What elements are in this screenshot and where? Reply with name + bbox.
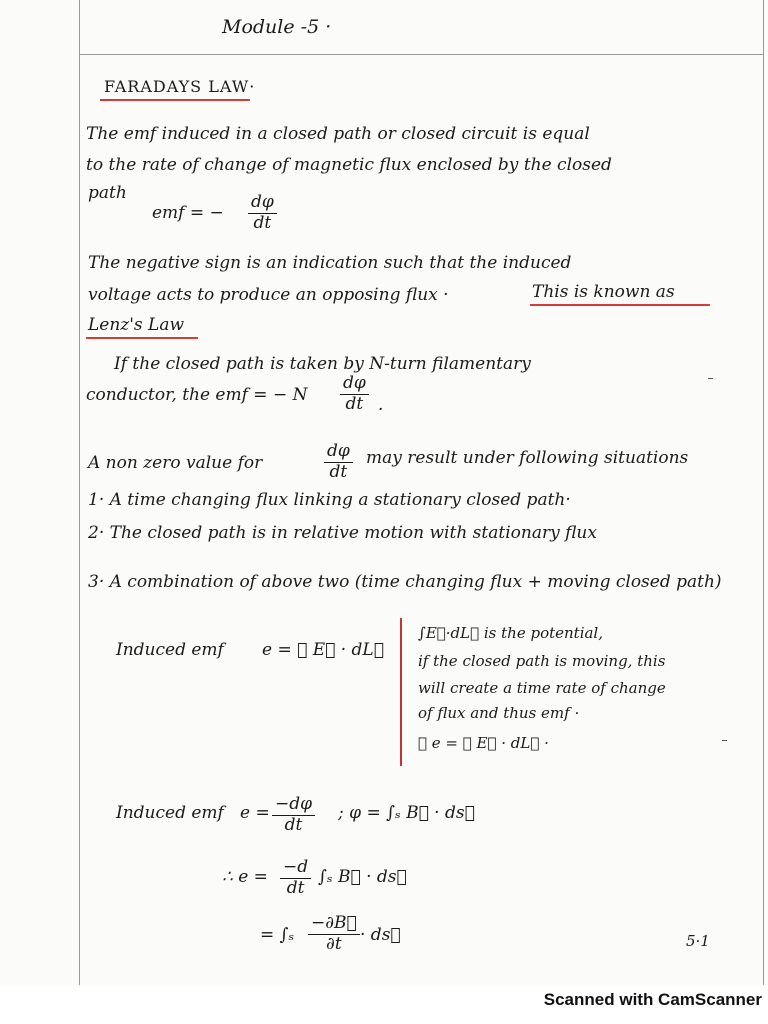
emf-lhs: e = xyxy=(240,803,270,823)
nturn-line-2: conductor, the emf = − N xyxy=(86,385,308,405)
fraction-numerator: −∂B⃗ xyxy=(308,914,360,935)
emf-formula-lhs: emf = − xyxy=(152,203,224,223)
fraction-numerator: dφ xyxy=(340,374,369,395)
induced-emf-label-1: Induced emf xyxy=(116,640,224,660)
step2-fraction xyxy=(308,914,360,954)
lenz-underline-1 xyxy=(530,304,710,306)
margin-tick xyxy=(708,378,713,379)
fraction-numerator: dφ xyxy=(248,193,277,214)
induced-emf-formula-1: e = ∮ E⃗ · dL⃗ xyxy=(262,640,384,660)
header-rule xyxy=(79,54,763,55)
fraction-numerator: dφ xyxy=(324,442,353,463)
fraction-denominator: dt xyxy=(345,393,364,414)
fraction-denominator: dt xyxy=(284,814,303,835)
fraction-denominator: ∂t xyxy=(326,933,342,954)
lenz-line-2b: This is known as xyxy=(532,282,675,302)
right-margin-line xyxy=(763,0,764,985)
situation-item-1: 1· A time changing flux linking a stationary closed path· xyxy=(88,490,571,510)
heading-underline xyxy=(100,99,250,101)
induced-emf-label-2: Induced emf xyxy=(116,803,224,823)
scanner-footer xyxy=(0,985,768,1024)
situation-item-2: 2· The closed path is in relative motion with stationary flux xyxy=(88,523,597,543)
step2-rhs: · ds⃗ xyxy=(360,925,401,945)
module-title: Module -5 · xyxy=(222,16,332,38)
step1-rhs: ∫ₛ B⃗ · ds⃗ xyxy=(318,867,407,887)
side-note-line-1: ∫E⃗·dL⃗ is the potential, xyxy=(418,624,603,642)
lenz-underline-2 xyxy=(86,337,198,339)
nonzero-prefix: A non zero value for xyxy=(88,453,263,473)
intro-line-3: path xyxy=(88,183,127,203)
step2-lhs: = ∫ₛ xyxy=(260,925,295,945)
side-note-line-5: ∴ e = ∮ E⃗ · dL⃗ · xyxy=(418,734,549,752)
nturn-line-1: If the closed path is taken by N-turn filamentary xyxy=(114,354,531,374)
intro-line-2: to the rate of change of magnetic flux enclosed by the closed xyxy=(86,155,612,175)
fraction-denominator: dt xyxy=(329,461,348,482)
left-margin-line xyxy=(79,0,80,985)
section-heading: FARADAYS LAW· xyxy=(104,77,256,96)
situation-item-3: 3· A combination of above two (time changing flux + moving closed path) xyxy=(88,572,722,592)
side-note-line-4: of flux and thus emf · xyxy=(418,704,580,722)
flux-definition: ; φ = ∫ₛ B⃗ · ds⃗ xyxy=(338,803,475,823)
side-note-line-3: will create a time rate of change xyxy=(418,679,666,697)
fraction-denominator: dt xyxy=(253,212,272,233)
nonzero-fraction xyxy=(324,442,353,482)
nturn-fraction xyxy=(340,374,369,414)
scanner-label: Scanned with CamScanner xyxy=(543,990,762,1009)
emf-formula-fraction xyxy=(248,193,277,233)
lenz-line-1: The negative sign is an indication such that the induced xyxy=(88,253,572,273)
fraction-numerator: −d xyxy=(280,858,311,879)
fraction-denominator: dt xyxy=(286,877,305,898)
lenz-line-2a: voltage acts to produce an opposing flux · xyxy=(88,285,449,305)
step1-lhs: ∴ e = xyxy=(222,867,268,887)
nturn-tail: · xyxy=(378,400,384,420)
fraction-numerator: −dφ xyxy=(272,795,315,816)
emf-fraction xyxy=(272,795,315,835)
page-number: 5·1 xyxy=(686,932,710,950)
lenz-law-label: Lenz's Law xyxy=(88,315,185,335)
margin-tick xyxy=(722,740,727,741)
side-note-bar xyxy=(400,618,402,766)
nonzero-suffix: may result under following situations xyxy=(366,448,689,468)
intro-line-1: The emf induced in a closed path or closed circuit is equal xyxy=(86,124,590,144)
side-note-line-2: if the closed path is moving, this xyxy=(418,652,666,670)
step1-fraction xyxy=(280,858,311,898)
